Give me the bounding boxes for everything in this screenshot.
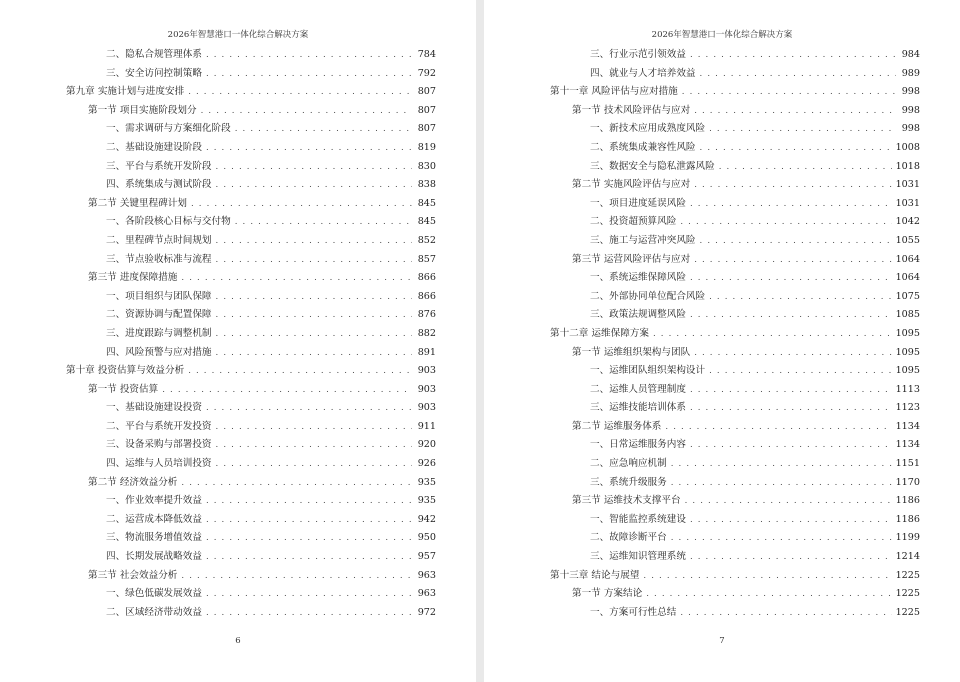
toc-entry-page: 845 bbox=[417, 197, 436, 209]
toc-entry-title: 第一节 投资估算 bbox=[88, 383, 159, 395]
toc-entry-page: 963 bbox=[417, 588, 436, 600]
toc-leader-dots bbox=[216, 288, 412, 307]
toc-subsection-entry[interactable] bbox=[66, 306, 436, 325]
toc-entry-title: 第九章 实施计划与进度安排 bbox=[66, 86, 185, 98]
toc-entry-page: 1170 bbox=[895, 476, 920, 488]
toc-subsection-entry[interactable] bbox=[66, 511, 436, 530]
toc-entry-title: 三、物流服务增值效益 bbox=[106, 532, 202, 544]
toc-entry-page: 1075 bbox=[895, 290, 920, 302]
toc-entry-title: 一、各阶段核心目标与交付物 bbox=[106, 216, 231, 228]
toc-leader-dots bbox=[191, 195, 412, 214]
page-number: 6 bbox=[235, 636, 241, 646]
toc-entry-page: 1031 bbox=[895, 197, 920, 209]
toc-leader-dots bbox=[216, 418, 412, 437]
toc-subsection-entry[interactable] bbox=[66, 529, 436, 548]
toc-subsection-entry[interactable] bbox=[66, 288, 436, 307]
toc-subsection-entry[interactable] bbox=[66, 65, 436, 84]
toc-entry-page: 1055 bbox=[895, 234, 920, 246]
toc-subsection-entry[interactable] bbox=[550, 455, 920, 474]
toc-subsection-entry[interactable] bbox=[66, 158, 436, 177]
toc-subsection-entry[interactable] bbox=[550, 195, 920, 214]
toc-entry-title: 第三节 社会效益分析 bbox=[88, 569, 178, 581]
toc-entry-title: 第三节 进度保障措施 bbox=[88, 272, 178, 284]
toc-subsection-entry[interactable] bbox=[66, 46, 436, 65]
toc-leader-dots bbox=[216, 232, 412, 251]
left-page bbox=[0, 0, 476, 682]
toc-subsection-entry[interactable] bbox=[550, 46, 920, 65]
toc-entry-title: 三、节点验收标准与流程 bbox=[106, 253, 212, 265]
toc-subsection-entry[interactable] bbox=[550, 604, 920, 623]
toc-subsection-entry[interactable] bbox=[66, 548, 436, 567]
table-of-contents bbox=[66, 46, 436, 622]
toc-entry-page: 984 bbox=[901, 49, 920, 60]
toc-entry-page: 891 bbox=[417, 346, 436, 358]
toc-entry-page: 1225 bbox=[895, 569, 920, 581]
toc-entry-title: 二、资源协调与配置保障 bbox=[106, 309, 212, 321]
toc-leader-dots bbox=[709, 362, 891, 381]
toc-entry-title: 三、施工与运营冲突风险 bbox=[590, 234, 696, 246]
right-page bbox=[484, 0, 960, 682]
toc-entry-title: 一、方案可行性总结 bbox=[590, 606, 677, 618]
toc-entry-title: 四、系统集成与测试阶段 bbox=[106, 179, 212, 191]
toc-leader-dots bbox=[690, 269, 892, 288]
toc-entry-page: 1134 bbox=[895, 439, 920, 451]
toc-subsection-entry[interactable] bbox=[550, 288, 920, 307]
toc-entry-title: 四、运维与人员培训投资 bbox=[106, 458, 212, 470]
toc-entry-title: 一、基础设施建设投资 bbox=[106, 402, 202, 414]
toc-entry-title: 二、应急响应机制 bbox=[590, 458, 667, 470]
toc-leader-dots bbox=[671, 455, 892, 474]
toc-entry-title: 二、故障诊断平台 bbox=[590, 532, 667, 544]
toc-entry-page: 1042 bbox=[895, 216, 920, 228]
toc-entry-page: 1095 bbox=[895, 346, 920, 358]
toc-entry-page: 942 bbox=[417, 513, 436, 525]
toc-leader-dots bbox=[235, 213, 412, 232]
toc-entry-title: 三、政策法规调整风险 bbox=[590, 309, 686, 321]
toc-leader-dots bbox=[690, 436, 892, 455]
toc-entry-page: 792 bbox=[417, 67, 436, 79]
toc-leader-dots bbox=[216, 176, 412, 195]
toc-leader-dots bbox=[719, 158, 892, 177]
toc-entry-page: 1095 bbox=[895, 365, 920, 377]
toc-subsection-entry[interactable] bbox=[550, 158, 920, 177]
toc-leader-dots bbox=[700, 139, 892, 158]
toc-leader-dots bbox=[709, 120, 896, 139]
toc-leader-dots bbox=[690, 306, 892, 325]
toc-leader-dots bbox=[690, 548, 892, 567]
toc-leader-dots bbox=[690, 399, 892, 418]
toc-entry-page: 920 bbox=[417, 439, 436, 451]
toc-section-entry[interactable] bbox=[66, 381, 436, 400]
toc-subsection-entry[interactable] bbox=[550, 269, 920, 288]
toc-entry-title: 第二节 经济效益分析 bbox=[88, 476, 178, 488]
toc-leader-dots bbox=[181, 269, 412, 288]
toc-leader-dots bbox=[206, 139, 412, 158]
toc-entry-title: 二、区域经济带动效益 bbox=[106, 606, 202, 618]
toc-chapter-entry[interactable] bbox=[66, 83, 436, 102]
toc-leader-dots bbox=[206, 604, 412, 623]
toc-leader-dots bbox=[653, 325, 892, 344]
toc-leader-dots bbox=[216, 325, 412, 344]
toc-entry-title: 一、日常运维服务内容 bbox=[590, 439, 686, 451]
toc-leader-dots bbox=[694, 344, 891, 363]
toc-chapter-entry[interactable] bbox=[66, 362, 436, 381]
toc-entry-title: 二、基础设施建设阶段 bbox=[106, 141, 202, 153]
toc-section-entry[interactable] bbox=[550, 251, 920, 270]
toc-leader-dots bbox=[206, 399, 412, 418]
toc-leader-dots bbox=[216, 251, 412, 270]
toc-entry-title: 第二节 实施风险评估与应对 bbox=[572, 179, 691, 191]
toc-subsection-entry[interactable] bbox=[66, 344, 436, 363]
toc-section-entry[interactable] bbox=[550, 418, 920, 437]
toc-entry-page: 903 bbox=[417, 402, 436, 414]
toc-entry-page: 784 bbox=[417, 49, 436, 60]
page-header: 2026年智慧港口一体化综合解决方案 bbox=[167, 30, 309, 40]
toc-leader-dots bbox=[690, 511, 892, 530]
toc-entry-page: 866 bbox=[417, 290, 436, 302]
table-of-contents bbox=[550, 46, 920, 622]
toc-entry-title: 第十一章 风险评估与应对措施 bbox=[550, 86, 678, 98]
toc-leader-dots bbox=[643, 567, 891, 586]
toc-entry-title: 第十三章 结论与展望 bbox=[550, 569, 640, 581]
toc-subsection-entry[interactable] bbox=[550, 399, 920, 418]
toc-section-entry[interactable] bbox=[66, 474, 436, 493]
toc-entry-page: 830 bbox=[417, 160, 436, 172]
toc-section-entry[interactable] bbox=[550, 585, 920, 604]
toc-leader-dots bbox=[216, 436, 412, 455]
page-number: 7 bbox=[719, 636, 725, 646]
toc-entry-title: 第一节 技术风险评估与应对 bbox=[572, 104, 691, 116]
toc-subsection-entry[interactable] bbox=[66, 585, 436, 604]
toc-entry-title: 三、数据安全与隐私泄露风险 bbox=[590, 160, 715, 172]
toc-subsection-entry[interactable] bbox=[550, 548, 920, 567]
toc-entry-page: 866 bbox=[417, 272, 436, 284]
toc-section-entry[interactable] bbox=[550, 102, 920, 121]
page-header: 2026年智慧港口一体化综合解决方案 bbox=[651, 30, 793, 40]
toc-section-entry[interactable] bbox=[66, 195, 436, 214]
toc-leader-dots bbox=[680, 604, 891, 623]
toc-leader-dots bbox=[694, 102, 896, 121]
toc-entry-title: 三、设备采购与部署投资 bbox=[106, 439, 212, 451]
toc-entry-title: 二、运营成本降低效益 bbox=[106, 513, 202, 525]
toc-entry-page: 807 bbox=[417, 123, 436, 135]
toc-subsection-entry[interactable] bbox=[66, 418, 436, 437]
toc-entry-title: 第二节 运维服务体系 bbox=[572, 420, 662, 432]
toc-subsection-entry[interactable] bbox=[550, 65, 920, 84]
toc-entry-title: 一、运维团队组织架构设计 bbox=[590, 365, 706, 377]
toc-leader-dots bbox=[206, 46, 412, 65]
toc-entry-page: 950 bbox=[417, 532, 436, 544]
toc-chapter-entry[interactable] bbox=[550, 567, 920, 586]
toc-leader-dots bbox=[694, 176, 891, 195]
toc-subsection-entry[interactable] bbox=[550, 381, 920, 400]
toc-entry-title: 三、平台与系统开发阶段 bbox=[106, 160, 212, 172]
toc-entry-title: 四、长期发展战略效益 bbox=[106, 551, 202, 563]
toc-entry-page: 998 bbox=[901, 104, 920, 116]
toc-entry-title: 三、进度跟踪与调整机制 bbox=[106, 327, 212, 339]
toc-leader-dots bbox=[188, 83, 412, 102]
toc-entry-page: 957 bbox=[417, 551, 436, 563]
toc-entry-title: 三、安全访问控制策略 bbox=[106, 67, 202, 79]
toc-leader-dots bbox=[206, 65, 412, 84]
toc-entry-page: 989 bbox=[901, 67, 920, 79]
toc-entry-title: 一、新技术应用成熟度风险 bbox=[590, 123, 706, 135]
toc-subsection-entry[interactable] bbox=[550, 213, 920, 232]
toc-entry-title: 第一节 项目实施阶段划分 bbox=[88, 104, 197, 116]
toc-entry-page: 1199 bbox=[895, 532, 920, 544]
toc-entry-page: 998 bbox=[901, 123, 920, 135]
toc-entry-title: 一、智能监控系统建设 bbox=[590, 513, 686, 525]
toc-subsection-entry[interactable] bbox=[66, 604, 436, 623]
toc-entry-page: 963 bbox=[417, 569, 436, 581]
toc-entry-page: 1186 bbox=[895, 495, 920, 507]
toc-leader-dots bbox=[216, 455, 412, 474]
toc-subsection-entry[interactable] bbox=[550, 232, 920, 251]
toc-chapter-entry[interactable] bbox=[550, 83, 920, 102]
toc-entry-title: 第三节 运营风险评估与应对 bbox=[572, 253, 691, 265]
toc-entry-title: 二、系统集成兼容性风险 bbox=[590, 141, 696, 153]
toc-entry-page: 807 bbox=[417, 104, 436, 116]
toc-leader-dots bbox=[665, 418, 891, 437]
toc-leader-dots bbox=[216, 344, 412, 363]
toc-subsection-entry[interactable] bbox=[550, 511, 920, 530]
toc-entry-page: 935 bbox=[417, 476, 436, 488]
toc-leader-dots bbox=[700, 65, 896, 84]
toc-entry-title: 第一节 方案结论 bbox=[572, 588, 643, 600]
toc-entry-title: 二、外部协同单位配合风险 bbox=[590, 290, 706, 302]
toc-entry-page: 882 bbox=[417, 327, 436, 339]
toc-entry-page: 1134 bbox=[895, 420, 920, 432]
toc-leader-dots bbox=[201, 102, 412, 121]
toc-entry-page: 1008 bbox=[895, 141, 920, 153]
toc-subsection-entry[interactable] bbox=[66, 139, 436, 158]
toc-leader-dots bbox=[690, 195, 892, 214]
toc-subsection-entry[interactable] bbox=[66, 492, 436, 511]
toc-entry-page: 911 bbox=[417, 420, 436, 432]
toc-subsection-entry[interactable] bbox=[66, 251, 436, 270]
toc-leader-dots bbox=[181, 567, 412, 586]
toc-leader-dots bbox=[235, 120, 412, 139]
toc-subsection-entry[interactable] bbox=[550, 120, 920, 139]
toc-entry-title: 二、投资超预算风险 bbox=[590, 216, 677, 228]
toc-entry-page: 807 bbox=[417, 86, 436, 98]
toc-leader-dots bbox=[188, 362, 412, 381]
toc-leader-dots bbox=[690, 46, 896, 65]
toc-leader-dots bbox=[709, 288, 891, 307]
toc-section-entry[interactable] bbox=[550, 492, 920, 511]
toc-leader-dots bbox=[206, 548, 412, 567]
toc-section-entry[interactable] bbox=[66, 567, 436, 586]
toc-leader-dots bbox=[682, 83, 896, 102]
toc-entry-page: 819 bbox=[417, 141, 436, 153]
toc-subsection-entry[interactable] bbox=[66, 213, 436, 232]
toc-subsection-entry[interactable] bbox=[66, 232, 436, 251]
toc-subsection-entry[interactable] bbox=[550, 362, 920, 381]
toc-leader-dots bbox=[206, 529, 412, 548]
toc-leader-dots bbox=[206, 511, 412, 530]
toc-entry-page: 1214 bbox=[895, 551, 920, 563]
toc-leader-dots bbox=[680, 213, 891, 232]
toc-section-entry[interactable] bbox=[550, 344, 920, 363]
toc-entry-page: 1064 bbox=[895, 253, 920, 265]
toc-entry-page: 1095 bbox=[895, 327, 920, 339]
toc-entry-title: 一、系统运维保障风险 bbox=[590, 272, 686, 284]
toc-entry-page: 838 bbox=[417, 179, 436, 191]
toc-entry-title: 一、项目组织与团队保障 bbox=[106, 290, 212, 302]
toc-entry-title: 二、运维人员管理制度 bbox=[590, 383, 686, 395]
toc-subsection-entry[interactable] bbox=[550, 529, 920, 548]
toc-leader-dots bbox=[694, 251, 891, 270]
toc-entry-title: 二、平台与系统开发投资 bbox=[106, 420, 212, 432]
toc-subsection-entry[interactable] bbox=[66, 455, 436, 474]
toc-entry-page: 876 bbox=[417, 309, 436, 321]
toc-entry-title: 三、运维知识管理系统 bbox=[590, 551, 686, 563]
toc-subsection-entry[interactable] bbox=[550, 436, 920, 455]
toc-entry-page: 857 bbox=[417, 253, 436, 265]
toc-entry-page: 972 bbox=[417, 606, 436, 618]
toc-entry-page: 1225 bbox=[895, 606, 920, 618]
toc-subsection-entry[interactable] bbox=[550, 306, 920, 325]
toc-entry-page: 845 bbox=[417, 216, 436, 228]
toc-entry-page: 926 bbox=[417, 458, 436, 470]
toc-leader-dots bbox=[646, 585, 891, 604]
toc-subsection-entry[interactable] bbox=[550, 474, 920, 493]
toc-section-entry[interactable] bbox=[550, 176, 920, 195]
toc-entry-title: 一、项目进度延误风险 bbox=[590, 197, 686, 209]
toc-subsection-entry[interactable] bbox=[66, 176, 436, 195]
toc-leader-dots bbox=[671, 474, 892, 493]
toc-entry-page: 1085 bbox=[895, 309, 920, 321]
toc-entry-page: 1123 bbox=[895, 402, 920, 414]
toc-entry-title: 三、行业示范引领效益 bbox=[590, 49, 686, 60]
toc-entry-page: 903 bbox=[417, 383, 436, 395]
toc-subsection-entry[interactable] bbox=[66, 399, 436, 418]
toc-entry-page: 998 bbox=[901, 86, 920, 98]
toc-entry-title: 三、运维技能培训体系 bbox=[590, 402, 686, 414]
toc-section-entry[interactable] bbox=[66, 269, 436, 288]
toc-entry-page: 1113 bbox=[895, 383, 920, 395]
toc-entry-page: 903 bbox=[417, 365, 436, 377]
toc-subsection-entry[interactable] bbox=[66, 120, 436, 139]
toc-leader-dots bbox=[700, 232, 892, 251]
toc-entry-page: 935 bbox=[417, 495, 436, 507]
toc-entry-title: 第十二章 运维保障方案 bbox=[550, 327, 649, 339]
toc-entry-title: 二、里程碑节点时间规划 bbox=[106, 234, 212, 246]
toc-subsection-entry[interactable] bbox=[66, 325, 436, 344]
toc-leader-dots bbox=[181, 474, 412, 493]
toc-entry-page: 852 bbox=[417, 234, 436, 246]
toc-leader-dots bbox=[162, 381, 412, 400]
toc-entry-page: 1186 bbox=[895, 513, 920, 525]
toc-entry-title: 二、隐私合规管理体系 bbox=[106, 49, 202, 60]
toc-leader-dots bbox=[216, 306, 412, 325]
toc-leader-dots bbox=[206, 492, 412, 511]
toc-leader-dots bbox=[206, 585, 412, 604]
toc-leader-dots bbox=[216, 158, 412, 177]
toc-entry-title: 第一节 运维组织架构与团队 bbox=[572, 346, 691, 358]
toc-entry-title: 一、需求调研与方案细化阶段 bbox=[106, 123, 231, 135]
toc-entry-title: 第三节 运维技术支撑平台 bbox=[572, 495, 681, 507]
toc-leader-dots bbox=[690, 381, 892, 400]
toc-chapter-entry[interactable] bbox=[550, 325, 920, 344]
toc-entry-title: 一、作业效率提升效益 bbox=[106, 495, 202, 507]
toc-subsection-entry[interactable] bbox=[550, 139, 920, 158]
toc-entry-page: 1031 bbox=[895, 179, 920, 191]
toc-entry-page: 1064 bbox=[895, 272, 920, 284]
toc-entry-title: 第十章 投资估算与效益分析 bbox=[66, 365, 185, 377]
toc-entry-page: 1151 bbox=[895, 458, 920, 470]
toc-leader-dots bbox=[685, 492, 892, 511]
toc-entry-page: 1018 bbox=[895, 160, 920, 172]
toc-leader-dots bbox=[671, 529, 892, 548]
toc-entry-page: 1225 bbox=[895, 588, 920, 600]
toc-entry-title: 第二节 关键里程碑计划 bbox=[88, 197, 187, 209]
toc-section-entry[interactable] bbox=[66, 102, 436, 121]
toc-subsection-entry[interactable] bbox=[66, 436, 436, 455]
toc-entry-title: 四、就业与人才培养效益 bbox=[590, 67, 696, 79]
toc-entry-title: 一、绿色低碳发展效益 bbox=[106, 588, 202, 600]
toc-entry-title: 四、风险预警与应对措施 bbox=[106, 346, 212, 358]
toc-entry-title: 三、系统升级服务 bbox=[590, 476, 667, 488]
